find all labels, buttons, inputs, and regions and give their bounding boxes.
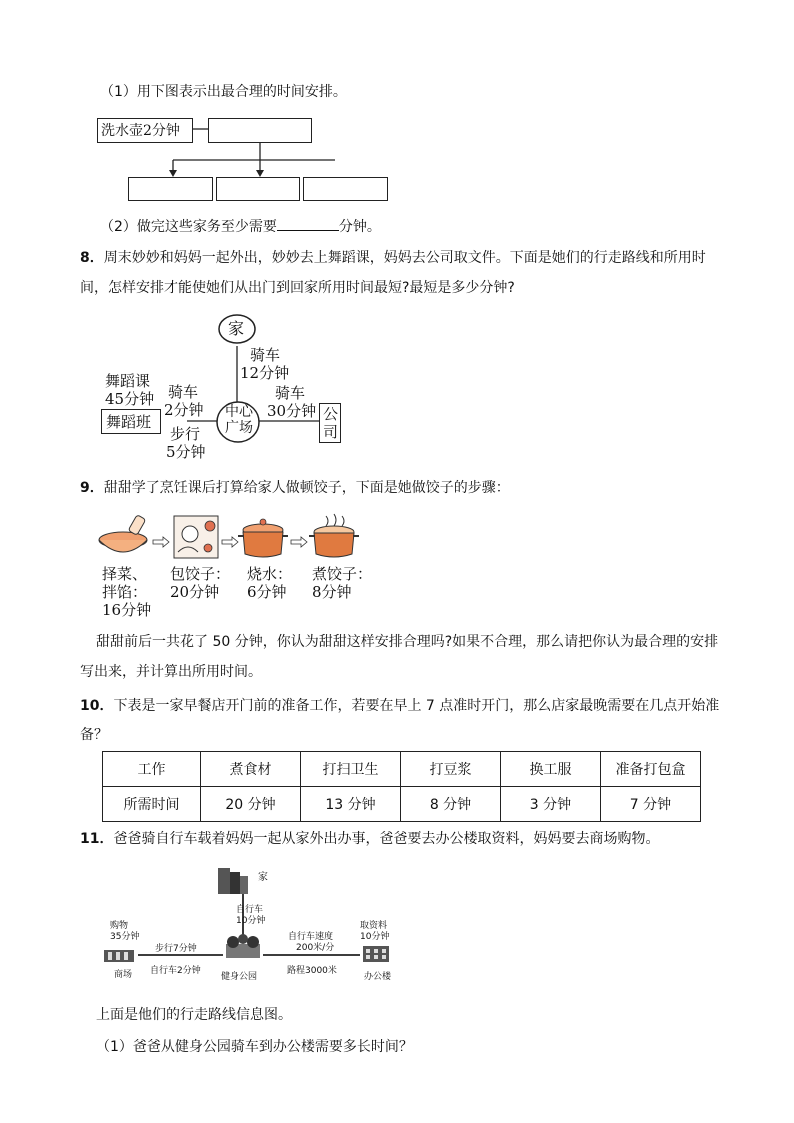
q9-para-line1: 甜甜前后一共花了 50 分钟，你认为甜甜这样安排合理吗?如果不合理，那么请把你认为最合理的安排 <box>96 634 719 650</box>
q11-text1: 爸爸骑自行车载着妈妈一起从家外出办事，爸爸要去办公楼取资料，妈妈要去商场购物。 <box>113 831 660 847</box>
arrow-icon <box>153 537 169 547</box>
q8-line1 <box>80 248 706 268</box>
q9-line1 <box>80 478 510 498</box>
table-header-cell: 打扫卫生 <box>301 752 401 787</box>
q8-dance-ride-label <box>164 383 204 419</box>
q8-center-line2: 广场 <box>225 420 253 436</box>
wrapping-dumplings-icon <box>174 516 218 558</box>
q7-sub2-before: （2）做完这些家务至少需要 <box>100 219 277 235</box>
q9-step-4-line1: 煮饺子： <box>312 565 373 583</box>
arrow-icon <box>291 537 307 547</box>
q8-dance-ride-line1: 骑车 <box>168 383 199 401</box>
q11-shopping-line1: 购物 <box>110 921 129 931</box>
q8-dance-ride-line2: 2分钟 <box>164 401 204 419</box>
q7-answer-box-1[interactable] <box>128 177 213 201</box>
q9-step-3-line1: 烧水： <box>247 565 293 583</box>
q8-company-line2: 司 <box>323 423 339 441</box>
q8-dance-lesson-line2: 45分钟 <box>105 390 155 408</box>
q7-answer-box-3[interactable] <box>303 177 388 201</box>
q8-center-line1: 中心 <box>225 404 253 420</box>
q11-caption: 上面是他们的行走路线信息图。 <box>96 1007 292 1023</box>
q10-line2: 备？ <box>80 727 108 743</box>
q11-park-label: 健身公园 <box>221 972 258 982</box>
table-header-cell: 煮食材 <box>201 752 301 787</box>
mall-building-icon <box>104 950 134 962</box>
q8-dance-walk-line2: 5分钟 <box>166 443 206 461</box>
q9-step-3-line2: 6分钟 <box>247 583 287 601</box>
q10-text1: 下表是一家早餐店开门前的准备工作，若要在早上 7 点准时开门，那么店家最晚需要在几点开始准 <box>113 698 720 714</box>
table-cell: 20 分钟 <box>201 787 301 822</box>
q7-first-step-box <box>97 118 193 143</box>
q11-fetch-line2: 10分钟 <box>360 932 390 942</box>
q8-dance-walk-line1: 步行 <box>170 425 201 443</box>
pot-icon <box>238 519 288 557</box>
table-header-cell: 工作 <box>103 752 201 787</box>
table-header-row <box>103 752 701 787</box>
q9-step-2-line2: 20分钟 <box>170 583 220 601</box>
q7-sub1: （1）用下图表示出最合理的时间安排。 <box>100 84 347 100</box>
q8-company-route-line1: 骑车 <box>275 384 306 402</box>
home-building-icon <box>218 868 248 894</box>
q8-dance-lesson-label <box>105 372 154 408</box>
table-row <box>103 787 701 822</box>
q8-company-line1: 公 <box>323 405 339 423</box>
q11-speed-line1: 自行车速度 <box>288 932 334 942</box>
q8-dance-walk-label <box>166 425 206 461</box>
q11-distance-label: 路程3000米 <box>287 966 337 976</box>
arrow-icon <box>222 537 238 547</box>
q7-sub2 <box>100 216 381 237</box>
q8-dance-class-label: 舞蹈班 <box>106 413 152 431</box>
q11-home-label: 家 <box>258 872 268 883</box>
q9-step-3 <box>247 565 292 601</box>
q11-speed-label <box>288 932 334 954</box>
q9-step-2 <box>170 565 230 601</box>
q11-sub1: （1）爸爸从健身公园骑车到办公楼需要多长时间？ <box>96 1039 413 1055</box>
q8-line2: 间，怎样安排才能使她们从出门到回家所用时间最短?最短是多少分钟? <box>80 280 515 296</box>
mixing-bowl-icon <box>99 515 147 552</box>
q9-step-4 <box>312 565 372 601</box>
q8-company-route-line2: 30分钟 <box>267 402 317 420</box>
q11-fetch-line1: 取资料 <box>360 921 388 931</box>
q11-home-bike-line1: 自行车 <box>236 905 264 915</box>
q11-shopping-line2: 35分钟 <box>110 932 140 942</box>
q9-step-4-line2: 8分钟 <box>312 583 352 601</box>
q11-office-label: 办公楼 <box>364 972 392 982</box>
q7-answer-box-top[interactable] <box>208 118 312 143</box>
table-cell: 7 分钟 <box>600 787 700 822</box>
q11-mall-label: 商场 <box>114 970 133 980</box>
q7-sub2-after: 分钟。 <box>338 219 381 235</box>
q11-speed-line2: 200米/分 <box>296 943 335 953</box>
q9-step-1 <box>102 565 151 619</box>
q10-number: 10． <box>80 698 114 714</box>
q9-number: 9． <box>80 480 104 496</box>
q7-answer-box-2[interactable] <box>216 177 300 201</box>
boiling-pot-icon <box>309 514 359 557</box>
q11-home-bike-label <box>236 905 265 927</box>
q11-line1 <box>80 829 659 849</box>
q7-first-step-label: 洗水壶2分钟 <box>101 123 180 139</box>
q9-para-line2: 写出来，并计算出所用时间。 <box>80 664 262 680</box>
q8-dance-class-box <box>101 409 161 434</box>
q8-home-label: 家 <box>228 319 245 338</box>
q9-step-1-line1: 择菜、 <box>102 565 148 583</box>
q11-bike-mall-label: 自行车2分钟 <box>150 966 201 976</box>
q11-number: 11． <box>80 831 114 847</box>
q11-walk-label: 步行7分钟 <box>155 944 197 954</box>
q8-dance-lesson-line1: 舞蹈课 <box>105 372 151 390</box>
q8-number: 8． <box>80 250 104 266</box>
q9-step-2-line1: 包饺子： <box>170 565 231 583</box>
q8-text1: 周末妙妙和妈妈一起外出，妙妙去上舞蹈课，妈妈去公司取文件。下面是她们的行走路线和所用时 <box>103 250 706 266</box>
q9-step-1-line2: 拌馅： <box>102 583 148 601</box>
q8-center-label <box>225 404 253 436</box>
table-cell: 13 分钟 <box>301 787 401 822</box>
q10-prep-table <box>102 751 701 822</box>
table-cell: 8 分钟 <box>401 787 501 822</box>
q7-answer-blank[interactable] <box>277 216 339 231</box>
table-header-cell: 打豆浆 <box>401 752 501 787</box>
q8-home-route-label <box>240 346 290 382</box>
q11-home-bike-line2: 10分钟 <box>236 916 266 926</box>
q11-shopping-label <box>110 921 139 943</box>
q8-home-route-line2: 12分钟 <box>240 364 290 382</box>
office-building-icon <box>363 946 389 962</box>
table-header-cell: 准备打包盒 <box>600 752 700 787</box>
q11-fetch-label <box>360 921 389 943</box>
table-cell: 3 分钟 <box>501 787 601 822</box>
table-cell: 所需时间 <box>103 787 201 822</box>
q9-steps-pictures <box>98 512 378 562</box>
q8-company-box <box>319 403 341 443</box>
q8-home-route-line1: 骑车 <box>250 346 281 364</box>
q9-text1: 甜甜学了烹饪课后打算给家人做顿饺子，下面是她做饺子的步骤： <box>103 480 510 496</box>
q9-step-1-line3: 16分钟 <box>102 601 152 619</box>
park-icon <box>226 934 260 958</box>
q10-line1 <box>80 696 719 716</box>
table-header-cell: 换工服 <box>501 752 601 787</box>
q8-company-route-label <box>267 384 317 420</box>
